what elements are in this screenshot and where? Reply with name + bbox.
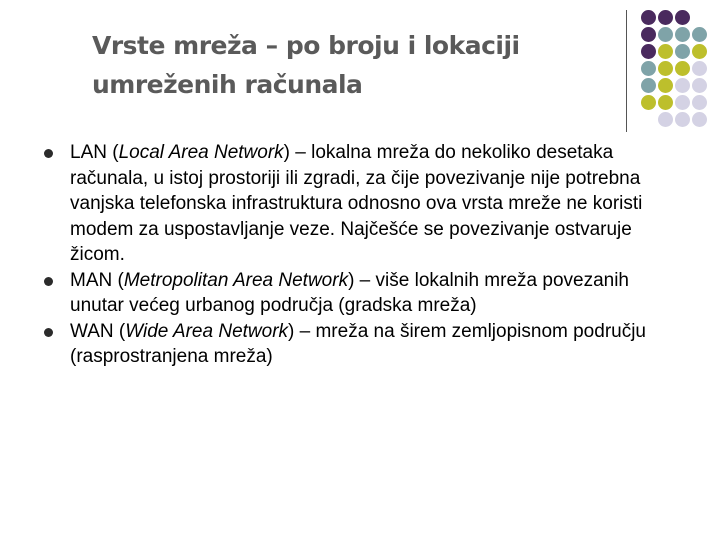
bullet-term: LAN xyxy=(70,142,107,163)
decorative-dot xyxy=(692,78,707,93)
bullet-item-man: MAN (Metropolitan Area Network) – više lokalnih mreža povezanih unutar većeg urbanog područja (gradska mreža) xyxy=(44,268,684,319)
decorative-dot xyxy=(641,95,656,110)
bullet-dot-icon xyxy=(44,277,53,286)
bullet-dot-icon xyxy=(44,328,53,337)
decorative-dot xyxy=(692,44,707,59)
bullet-description: – mreža na širem zemljopisnom području (rasprostranjena mreža) xyxy=(70,320,646,367)
bullet-item-lan: LAN (Local Area Network) – lokalna mreža do nekoliko desetaka računala, u istoj prostoriji ili zgradi, za čije povezivanje nije potrebna vanjska telefonska infrastruktura odnosno ova vrsta mreže ne koristi modem za uspostavljanje veze. Najčešće se povezivanje ostvaruje žicom. xyxy=(44,140,684,268)
slide-title-line2: umreženih računala xyxy=(92,70,363,99)
decorative-dot xyxy=(641,61,656,76)
decorative-divider xyxy=(626,10,627,132)
bullet-description: – više lokalnih mreža povezanih unutar većeg urbanog područja (gradska mreža) xyxy=(70,269,629,316)
decorative-dot xyxy=(658,61,673,76)
decorative-dot xyxy=(641,44,656,59)
bullet-item-wan: WAN (Wide Area Network) – mreža na širem zemljopisnom području (rasprostranjena mreža) xyxy=(44,319,684,370)
decorative-dot xyxy=(658,95,673,110)
decorative-dot xyxy=(658,112,673,127)
decorative-dot xyxy=(675,27,690,42)
decorative-dot xyxy=(658,78,673,93)
decorative-dot xyxy=(675,112,690,127)
decorative-dot xyxy=(658,44,673,59)
bullet-expansion: Metropolitan Area Network xyxy=(123,269,349,291)
slide-title-line1: Vrste mreža – po broju i lokaciji xyxy=(92,31,520,60)
decorative-dot xyxy=(641,78,656,93)
bullet-term: MAN xyxy=(70,269,113,291)
decorative-dot xyxy=(641,10,656,25)
bullet-description: – lokalna mreža do nekoliko desetaka računala, u istoj prostoriji ili zgradi, za čije povezivanje nije potrebna vanjska telefonska infrastruktura odnosno ova vrsta mreže ne koristi modem za uspostavljanje veze. Najčešće se povezivanje ostvaruje žicom. xyxy=(70,142,643,265)
bullet-expansion: Local Area Network xyxy=(118,142,284,163)
decorative-dot xyxy=(692,27,707,42)
decorative-dot xyxy=(692,61,707,76)
decorative-dot xyxy=(658,27,673,42)
decorative-dot xyxy=(658,10,673,25)
bullet-list xyxy=(44,140,684,370)
decorative-dot xyxy=(675,78,690,93)
decorative-dot xyxy=(675,44,690,59)
decorative-dot xyxy=(675,61,690,76)
decorative-dot xyxy=(692,112,707,127)
bullet-dot-icon xyxy=(44,149,53,158)
decorative-dot xyxy=(675,10,690,25)
slide-title xyxy=(92,26,612,104)
decorative-dot xyxy=(641,27,656,42)
decorative-dot xyxy=(692,95,707,110)
bullet-expansion: Wide Area Network xyxy=(125,320,289,342)
decorative-dot xyxy=(675,95,690,110)
bullet-term: WAN xyxy=(70,320,114,342)
